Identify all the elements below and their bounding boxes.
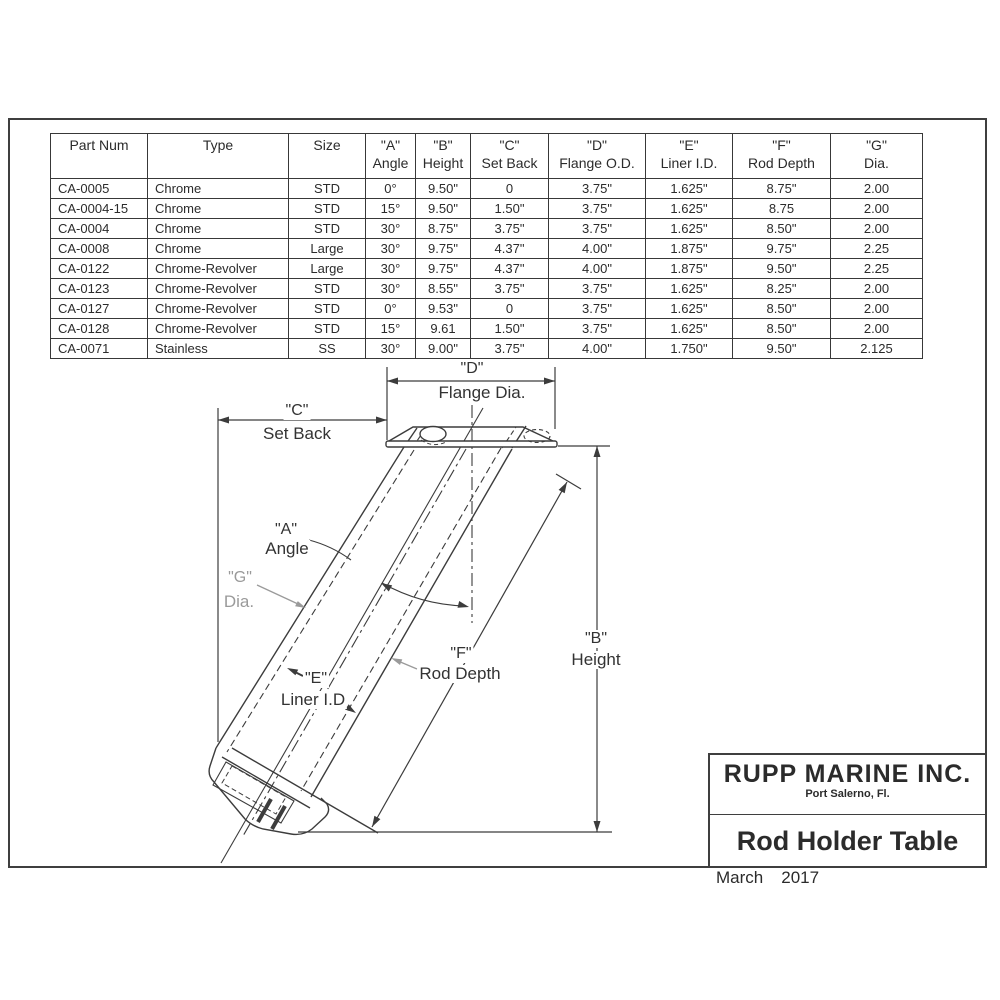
- tube-centerline: [243, 449, 466, 836]
- spec-table: [50, 133, 923, 359]
- table-cell: 9.50": [733, 259, 831, 279]
- table-cell: 2.25: [831, 259, 923, 279]
- label-g-name: Dia.: [223, 592, 255, 611]
- table-row: [51, 179, 923, 199]
- table-cell: 1.875": [646, 239, 733, 259]
- table-cell: Chrome: [148, 239, 289, 259]
- table-cell: 1.50": [471, 199, 549, 219]
- table-row: [51, 339, 923, 359]
- table-cell: Chrome-Revolver: [148, 279, 289, 299]
- table-row: [51, 259, 923, 279]
- table-row: [51, 299, 923, 319]
- table-cell: STD: [289, 179, 366, 199]
- label-e-name: Liner I.D: [280, 690, 346, 709]
- table-cell: 15°: [366, 199, 416, 219]
- flange-screw-hole: [420, 427, 446, 442]
- table-cell: 0°: [366, 179, 416, 199]
- table-cell: 9.61: [416, 319, 471, 339]
- table-cell: 8.50": [733, 299, 831, 319]
- table-cell: 30°: [366, 339, 416, 359]
- table-cell: CA-0071: [51, 339, 148, 359]
- label-d-ref: "D": [460, 360, 484, 377]
- table-cell: Chrome-Revolver: [148, 299, 289, 319]
- dimension-b: [298, 446, 612, 832]
- column-header: Size: [289, 134, 366, 179]
- table-cell: 8.75: [733, 199, 831, 219]
- column-header: "B" Height: [416, 134, 471, 179]
- table-cell: STD: [289, 319, 366, 339]
- table-cell: 9.00": [416, 339, 471, 359]
- company-location: Port Salerno, Fl.: [805, 788, 890, 800]
- column-header: "G" Dia.: [831, 134, 923, 179]
- label-a-name: Angle: [265, 539, 309, 558]
- table-cell: CA-0005: [51, 179, 148, 199]
- table-cell: 3.75": [471, 219, 549, 239]
- table-cell: 1.625": [646, 219, 733, 239]
- tube-end-cap: [209, 748, 378, 834]
- table-cell: Chrome-Revolver: [148, 259, 289, 279]
- dimension-f: [372, 474, 581, 827]
- table-cell: 1.625": [646, 299, 733, 319]
- table-cell: Chrome-Revolver: [148, 319, 289, 339]
- angle-ray: [221, 408, 483, 863]
- title-block: [708, 753, 987, 868]
- table-cell: 8.25": [733, 279, 831, 299]
- column-header: "C" Set Back: [471, 134, 549, 179]
- label-c-name: Set Back: [262, 424, 332, 443]
- table-cell: 2.125: [831, 339, 923, 359]
- table-row: [51, 239, 923, 259]
- label-d-name: Flange Dia.: [438, 383, 526, 402]
- table-cell: CA-0123: [51, 279, 148, 299]
- table-cell: Stainless: [148, 339, 289, 359]
- table-cell: 4.00": [549, 339, 646, 359]
- label-b-name: Height: [571, 650, 621, 669]
- table-cell: 3.75": [549, 199, 646, 219]
- table-cell: 9.53": [416, 299, 471, 319]
- table-cell: 1.750": [646, 339, 733, 359]
- table-cell: 15°: [366, 319, 416, 339]
- table-cell: 3.75": [549, 299, 646, 319]
- drawing-title: Rod Holder Table: [736, 826, 959, 856]
- column-header: "F" Rod Depth: [733, 134, 831, 179]
- table-cell: 4.00": [549, 239, 646, 259]
- table-row: [51, 279, 923, 299]
- table-cell: 3.75": [471, 339, 549, 359]
- table-cell: STD: [289, 279, 366, 299]
- table-cell: Large: [289, 239, 366, 259]
- date-month: March: [716, 868, 764, 887]
- company-name: RUPP MARINE INC.: [723, 760, 972, 788]
- table-cell: 2.25: [831, 239, 923, 259]
- date-year: 2017: [781, 868, 820, 887]
- label-b-ref: "B": [584, 630, 608, 647]
- table-cell: CA-0004: [51, 219, 148, 239]
- column-header: "A" Angle: [366, 134, 416, 179]
- table-cell: Chrome: [148, 199, 289, 219]
- table-cell: 8.55": [416, 279, 471, 299]
- tube-body: [216, 405, 512, 863]
- table-cell: STD: [289, 219, 366, 239]
- table-cell: 2.00: [831, 219, 923, 239]
- title-block-company-section: [710, 760, 985, 815]
- table-cell: 9.50": [733, 339, 831, 359]
- table-cell: 8.75": [416, 219, 471, 239]
- table-cell: 8.75": [733, 179, 831, 199]
- table-cell: 1.50": [471, 319, 549, 339]
- table-cell: 30°: [366, 259, 416, 279]
- table-cell: 0: [471, 179, 549, 199]
- label-g-ref: "G": [228, 569, 252, 586]
- table-cell: Chrome: [148, 179, 289, 199]
- table-cell: 1.625": [646, 319, 733, 339]
- table-cell: 9.50": [416, 199, 471, 219]
- table-cell: 3.75": [549, 319, 646, 339]
- label-f-ref: "F": [450, 645, 472, 662]
- table-cell: 1.625": [646, 279, 733, 299]
- label-e-ref: "E": [304, 670, 328, 687]
- table-cell: 8.50": [733, 319, 831, 339]
- column-header: "D" Flange O.D.: [549, 134, 646, 179]
- table-cell: 3.75": [549, 279, 646, 299]
- table-cell: 4.37": [471, 259, 549, 279]
- table-cell: 2.00: [831, 199, 923, 219]
- table-cell: 1.625": [646, 199, 733, 219]
- date-line: [716, 868, 819, 888]
- table-cell: CA-0004-15: [51, 199, 148, 219]
- table-cell: STD: [289, 299, 366, 319]
- table-cell: 1.875": [646, 259, 733, 279]
- label-c-ref: "C": [285, 402, 309, 419]
- label-f-name: Rod Depth: [419, 664, 501, 683]
- dimension-a: [309, 540, 469, 608]
- column-header: Type: [148, 134, 289, 179]
- table-cell: 9.75": [416, 239, 471, 259]
- table-cell: CA-0008: [51, 239, 148, 259]
- table-cell: 1.625": [646, 179, 733, 199]
- table-cell: 2.00: [831, 279, 923, 299]
- column-header: "E" Liner I.D.: [646, 134, 733, 179]
- table-cell: 30°: [366, 279, 416, 299]
- table-row: [51, 219, 923, 239]
- table-cell: 9.75": [416, 259, 471, 279]
- table-cell: CA-0128: [51, 319, 148, 339]
- table-cell: 4.37": [471, 239, 549, 259]
- table-cell: 2.00: [831, 319, 923, 339]
- table-cell: 0: [471, 299, 549, 319]
- spec-table-header-row: [51, 134, 923, 179]
- table-cell: 3.75": [549, 219, 646, 239]
- table-cell: STD: [289, 199, 366, 219]
- table-cell: 2.00: [831, 179, 923, 199]
- table-cell: 4.00": [549, 259, 646, 279]
- table-cell: 9.75": [733, 239, 831, 259]
- spec-table-body: [51, 179, 923, 359]
- column-header: Part Num: [51, 134, 148, 179]
- table-cell: SS: [289, 339, 366, 359]
- table-row: [51, 319, 923, 339]
- table-cell: 9.50": [416, 179, 471, 199]
- table-cell: CA-0127: [51, 299, 148, 319]
- table-cell: 0°: [366, 299, 416, 319]
- table-cell: 30°: [366, 239, 416, 259]
- table-cell: Chrome: [148, 219, 289, 239]
- table-cell: CA-0122: [51, 259, 148, 279]
- table-cell: 30°: [366, 219, 416, 239]
- table-cell: 3.75": [471, 279, 549, 299]
- table-cell: 8.50": [733, 219, 831, 239]
- table-cell: Large: [289, 259, 366, 279]
- table-cell: 3.75": [549, 179, 646, 199]
- table-row: [51, 199, 923, 219]
- label-a-ref: "A": [274, 521, 298, 538]
- table-cell: 2.00: [831, 299, 923, 319]
